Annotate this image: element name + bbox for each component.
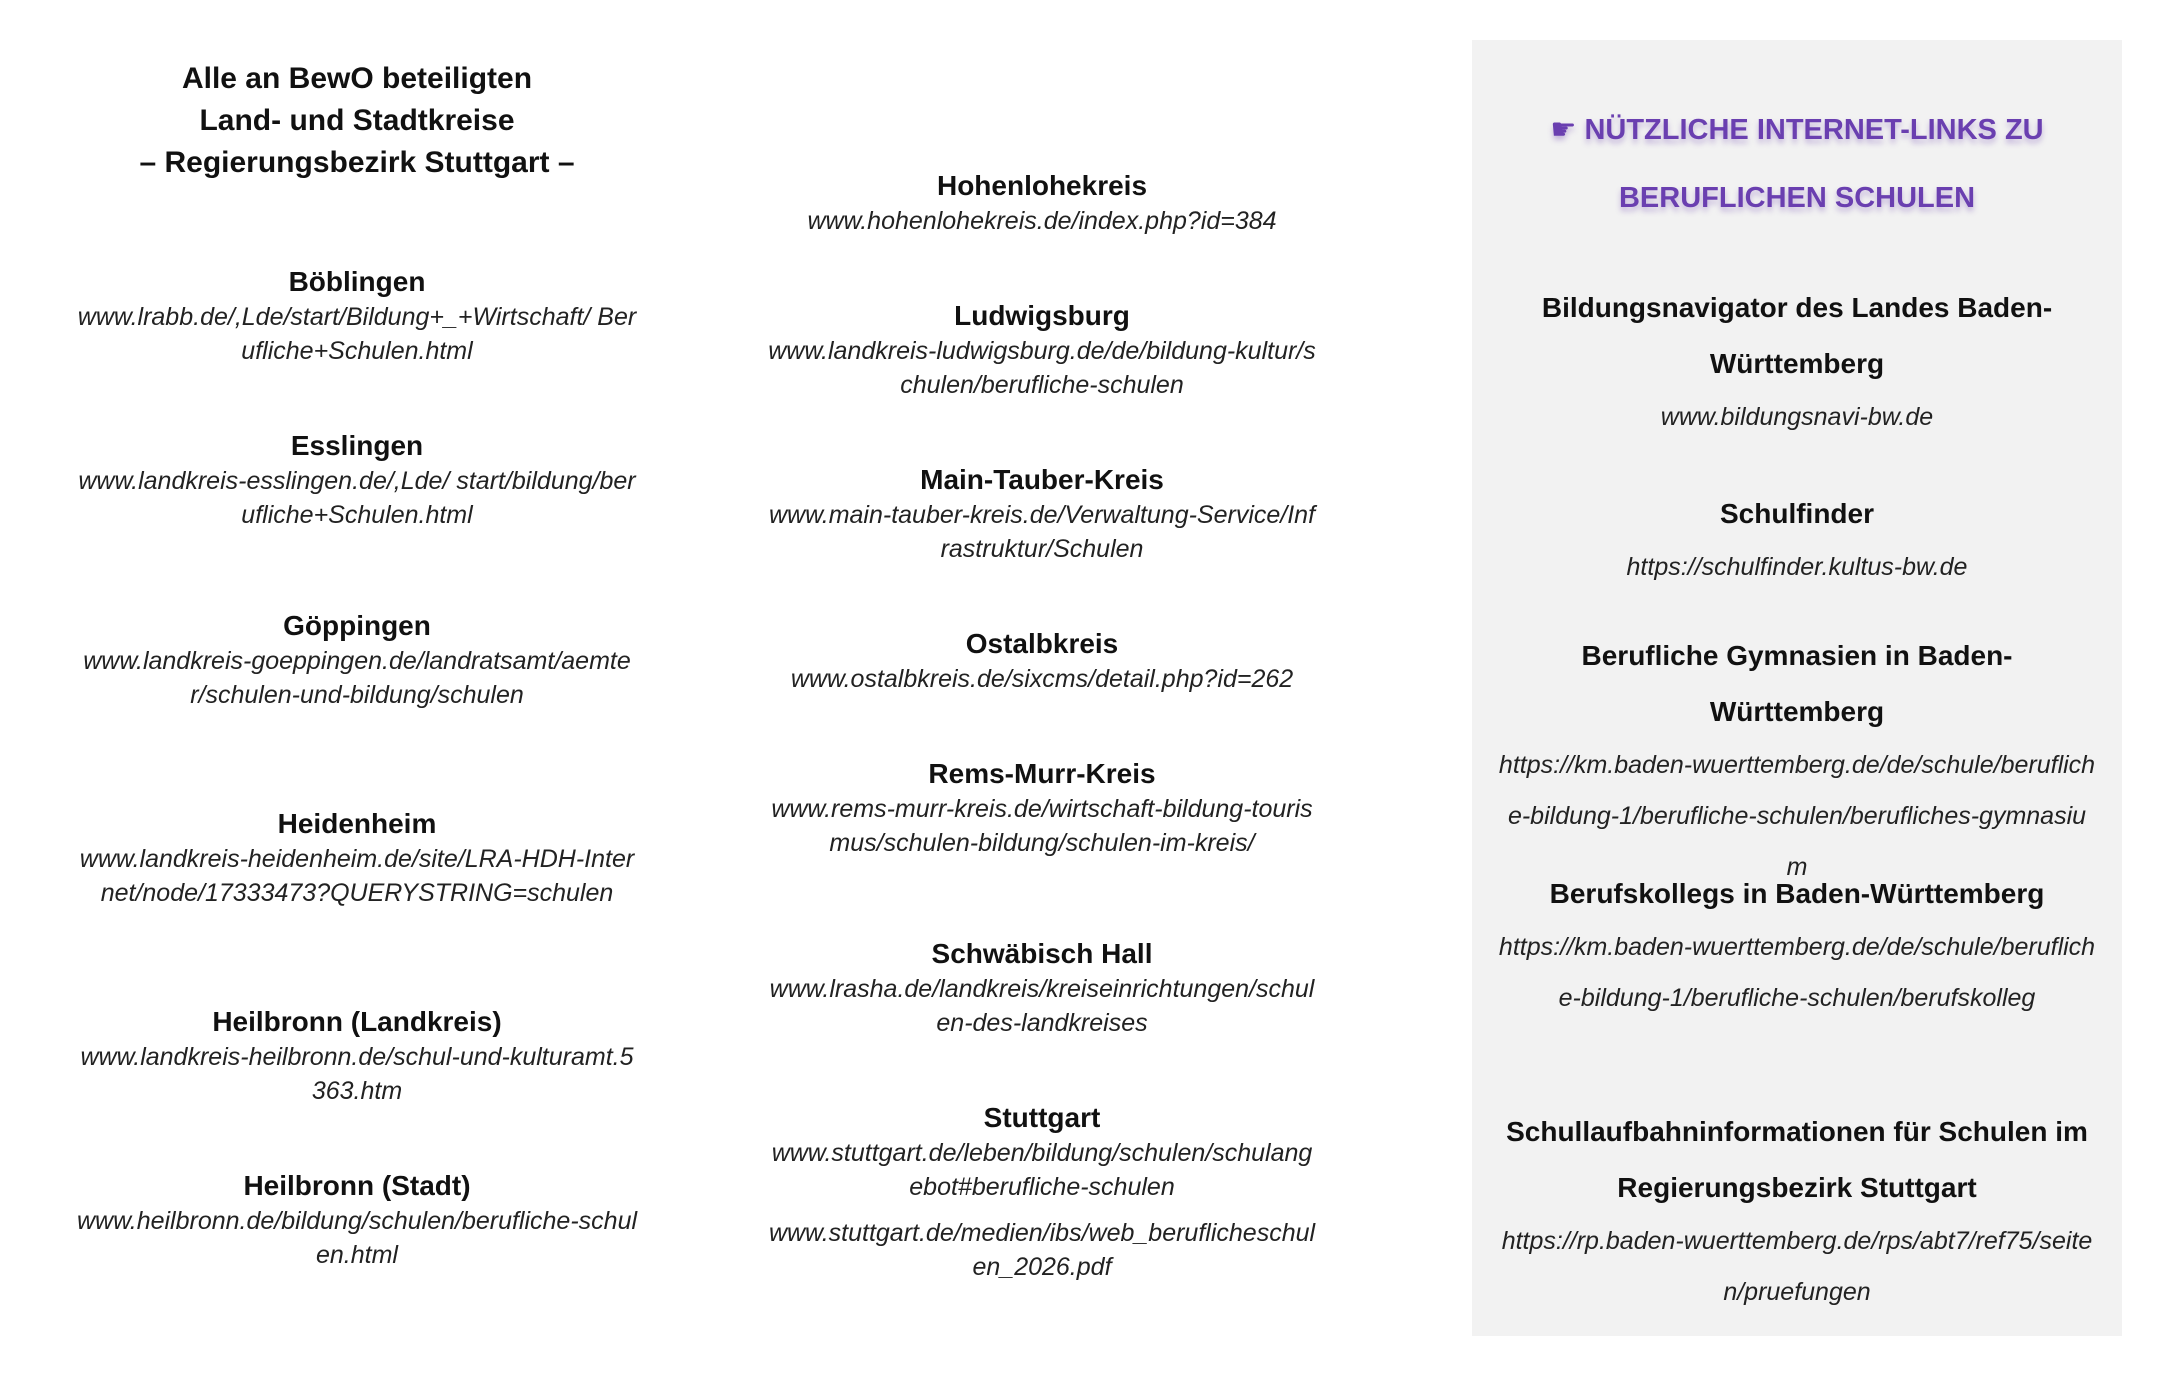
- district-entry-boeblingen: [62, 264, 652, 368]
- district-link[interactable]: www.landkreis-heilbronn.de/schul-und-kulturamt.5363.htm: [80, 1043, 634, 1105]
- link-entry-bildungsnavigator: [1472, 280, 2122, 443]
- district-title: Ludwigsburg: [954, 300, 1130, 331]
- district-entry-ludwigsburg: [752, 298, 1332, 402]
- district-link[interactable]: www.lrasha.de/landkreis/kreiseinrichtungen/schulen-des-landkreises: [769, 975, 1315, 1037]
- district-entry-esslingen: [62, 428, 652, 532]
- useful-links-heading-line-1: [1472, 96, 2122, 164]
- district-entry-rems-murr-kreis: [752, 756, 1332, 860]
- district-title: Rems-Murr-Kreis: [928, 758, 1156, 789]
- link-entry-berufskollegs: [1472, 866, 2122, 1024]
- district-title: Schwäbisch Hall: [931, 938, 1153, 969]
- district-link[interactable]: www.lrabb.de/,Lde/start/Bildung+_+Wirtschaft/ Berufliche+Schulen.html: [77, 303, 637, 365]
- link-title: Berufskollegs in Baden-Württemberg: [1549, 878, 2045, 909]
- district-title: Ostalbkreis: [965, 628, 1119, 659]
- district-link[interactable]: www.landkreis-goeppingen.de/landratsamt/aemter/schulen-und-bildung/schulen: [83, 647, 631, 709]
- district-entry-heidenheim: [62, 806, 652, 910]
- district-title: Göppingen: [283, 610, 431, 641]
- district-entry-main-tauber-kreis: [752, 462, 1332, 566]
- district-link[interactable]: www.stuttgart.de/leben/bildung/schulen/schulangebot#berufliche-schulen: [771, 1139, 1313, 1201]
- link-url[interactable]: www.bildungsnavi-bw.de: [1660, 403, 1934, 431]
- district-link[interactable]: www.heilbronn.de/bildung/schulen/berufliche-schulen.html: [76, 1207, 638, 1269]
- district-link[interactable]: www.landkreis-heidenheim.de/site/LRA-HDH-Internet/node/17333473?QUERYSTRING=schulen: [79, 845, 635, 907]
- link-title: Berufliche Gymnasien in Baden-Württemberg: [1581, 640, 2013, 727]
- district-link-secondary[interactable]: www.stuttgart.de/medien/ibs/web_beruflicheschulen_2026.pdf: [768, 1219, 1316, 1281]
- useful-links-heading: [1472, 96, 2122, 232]
- district-link[interactable]: www.landkreis-ludwigsburg.de/de/bildung-kultur/schulen/berufliche-schulen: [768, 337, 1316, 399]
- district-link[interactable]: www.rems-murr-kreis.de/wirtschaft-bildung-tourismus/schulen-bildung/schulen-im-kreis/: [771, 795, 1313, 857]
- pointing-hand-icon: ☛: [1550, 114, 1577, 146]
- left-heading-line-2: Land- und Stadtkreise: [199, 104, 515, 137]
- link-title: Schullaufbahninformationen für Schulen im Regierungsbezirk Stuttgart: [1506, 1116, 2088, 1203]
- link-url[interactable]: https://schulfinder.kultus-bw.de: [1626, 553, 1968, 581]
- district-title: Main-Tauber-Kreis: [920, 464, 1164, 495]
- useful-links-heading-line-2: BERUFLICHEN SCHULEN: [1618, 182, 1976, 214]
- district-title: Esslingen: [290, 430, 424, 461]
- link-entry-schulfinder: [1472, 486, 2122, 593]
- district-title: Heilbronn (Stadt): [243, 1170, 471, 1201]
- link-title: Schulfinder: [1719, 498, 1874, 529]
- district-link[interactable]: www.hohenlohekreis.de/index.php?id=384: [807, 207, 1277, 235]
- useful-links-panel: [1472, 40, 2122, 1336]
- district-title: Heidenheim: [277, 808, 437, 839]
- link-entry-schullaufbahninformationen: [1472, 1104, 2122, 1318]
- district-entry-goeppingen: [62, 608, 652, 712]
- district-entry-hohenlohekreis: [752, 168, 1332, 238]
- district-link[interactable]: www.main-tauber-kreis.de/Verwaltung-Service/Infrastruktur/Schulen: [768, 501, 1316, 563]
- left-heading: [62, 58, 652, 184]
- link-title: Bildungsnavigator des Landes Baden-Württemberg: [1541, 292, 2053, 379]
- district-title: Heilbronn (Landkreis): [212, 1006, 502, 1037]
- district-title: Böblingen: [288, 266, 426, 297]
- district-link[interactable]: www.ostalbkreis.de/sixcms/detail.php?id=262: [790, 665, 1294, 693]
- left-heading-line-1: Alle an BewO beteiligten: [181, 62, 533, 95]
- link-entry-berufliche-gymnasien: [1472, 628, 2122, 893]
- district-entry-heilbronn-landkreis: [62, 1004, 652, 1108]
- district-link[interactable]: www.landkreis-esslingen.de/,Lde/ start/bildung/berufliche+Schulen.html: [78, 467, 636, 529]
- useful-links-heading-text-1: NÜTZLICHE INTERNET-LINKS ZU: [1584, 114, 2044, 146]
- left-heading-line-3: – Regierungsbezirk Stuttgart –: [139, 146, 575, 179]
- link-url[interactable]: https://km.baden-wuerttemberg.de/de/schule/berufliche-bildung-1/berufliche-schulen/berufskolleg: [1498, 933, 2096, 1012]
- district-title: Stuttgart: [983, 1102, 1101, 1133]
- district-entry-ostalbkreis: [752, 626, 1332, 696]
- link-url[interactable]: https://km.baden-wuerttemberg.de/de/schule/berufliche-bildung-1/berufliche-schulen/berufliches-gymnasium: [1498, 751, 2096, 881]
- district-entry-heilbronn-stadt: [62, 1168, 652, 1272]
- link-url[interactable]: https://rp.baden-wuerttemberg.de/rps/abt7/ref75/seiten/pruefungen: [1501, 1227, 2093, 1306]
- district-entry-stuttgart: [752, 1100, 1332, 1284]
- district-title: Hohenlohekreis: [936, 170, 1148, 201]
- district-entry-schwaebisch-hall: [752, 936, 1332, 1040]
